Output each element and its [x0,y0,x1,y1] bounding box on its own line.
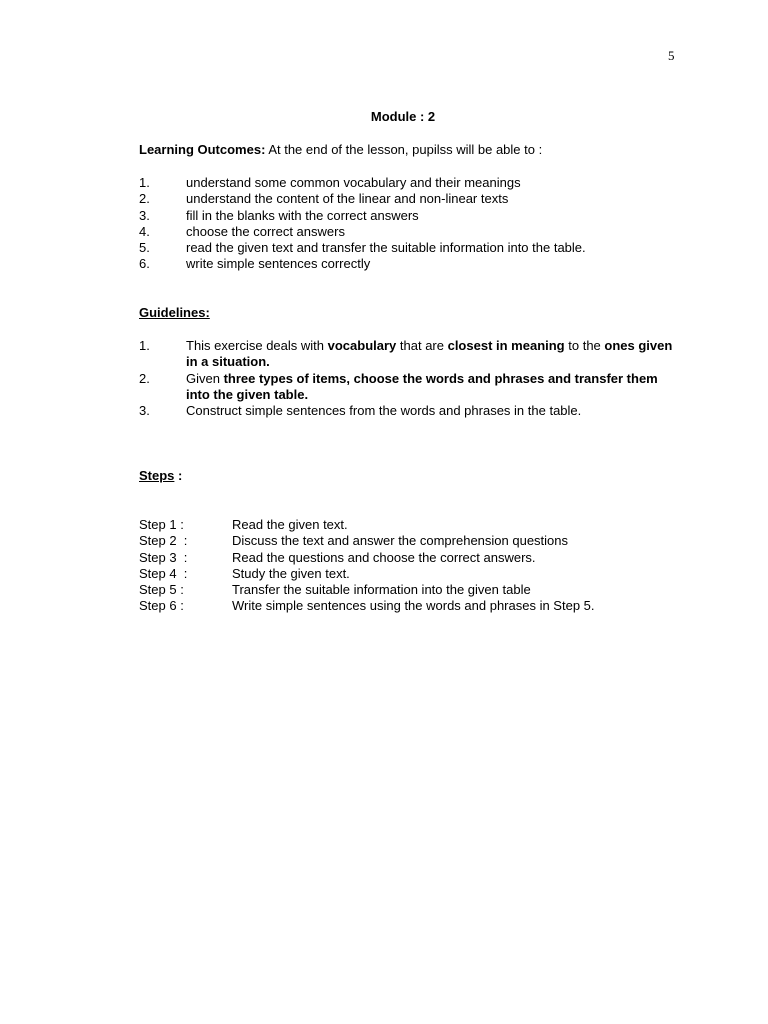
item-text [186,338,679,371]
step-text: Discuss the text and answer the comprehension questions [232,533,569,549]
item-text: fill in the blanks with the correct answers [186,207,419,223]
item-text [186,403,679,419]
step-item [139,582,699,598]
list-item [139,403,679,419]
text-segment-bold: ones given in a situation. [186,338,673,370]
list-item [139,338,679,371]
list-item [139,240,699,256]
step-text: Transfer the suitable information into the given table [232,582,531,598]
list-item [139,175,699,191]
step-text: Read the given text. [232,517,348,532]
text-segment: to the [564,338,605,353]
text-segment-bold: three types of items, choose the words and phrases and transfer them into the given table. [186,370,658,402]
step-label: Step 3 : [139,549,188,565]
item-number: 2. [139,370,150,386]
steps-heading [139,468,182,484]
step-label: Step 4 : [139,565,188,581]
text-segment: Construct simple sentences from the words and phrases in the table. [186,403,582,419]
step-item [139,550,699,566]
step-item [139,566,699,582]
step-item [139,533,699,549]
item-number: 3. [139,403,150,419]
module-title: Module : 2 [370,109,436,124]
step-label: Step 1 : [139,517,184,532]
list-item [139,224,699,240]
text-segment: that are [396,338,448,353]
guidelines-list [139,338,679,419]
list-item [139,371,679,404]
item-text: write simple sentences correctly [186,256,371,272]
step-text: Study the given text. [232,565,350,581]
step-label: Step 5 : [139,582,184,598]
item-number: 3. [139,207,150,223]
list-item [139,208,699,224]
item-number: 5. [139,240,150,256]
item-text [186,371,679,404]
item-number: 2. [139,191,150,207]
step-item [139,517,699,533]
item-text: choose the correct answers [186,223,345,239]
list-item [139,191,699,207]
step-item [139,598,699,614]
step-label: Step 6 : [139,598,184,614]
text-segment: This exercise deals with [186,338,328,353]
list-item [139,256,699,272]
item-number: 1. [139,175,150,190]
page-number: 5 [668,48,675,63]
steps-heading-suffix: : [174,468,183,483]
step-label: Step 2 : [139,533,188,549]
steps-list [139,517,699,615]
item-text: understand the content of the linear and non-linear texts [186,191,509,207]
item-number: 6. [139,256,150,272]
learning-outcomes-list [139,175,699,273]
text-segment-bold: closest in meaning [447,338,565,353]
learning-outcomes-text: At the end of the lesson, pupilss will be able to : [265,142,543,157]
guidelines-heading: Guidelines: [139,305,210,320]
item-number: 1. [139,338,150,353]
learning-outcomes-intro [139,142,699,158]
item-text: read the given text and transfer the suitable information into the table. [186,240,586,256]
item-number: 4. [139,223,150,239]
text-segment-bold: vocabulary [327,338,397,353]
item-text: understand some common vocabulary and their meanings [186,175,521,190]
steps-heading-label: Steps [139,468,175,483]
text-segment: Given [186,370,224,386]
step-text: Read the questions and choose the correct answers. [232,549,536,565]
learning-outcomes-label: Learning Outcomes: [139,142,266,157]
step-text: Write simple sentences using the words and phrases in Step 5. [232,598,595,614]
